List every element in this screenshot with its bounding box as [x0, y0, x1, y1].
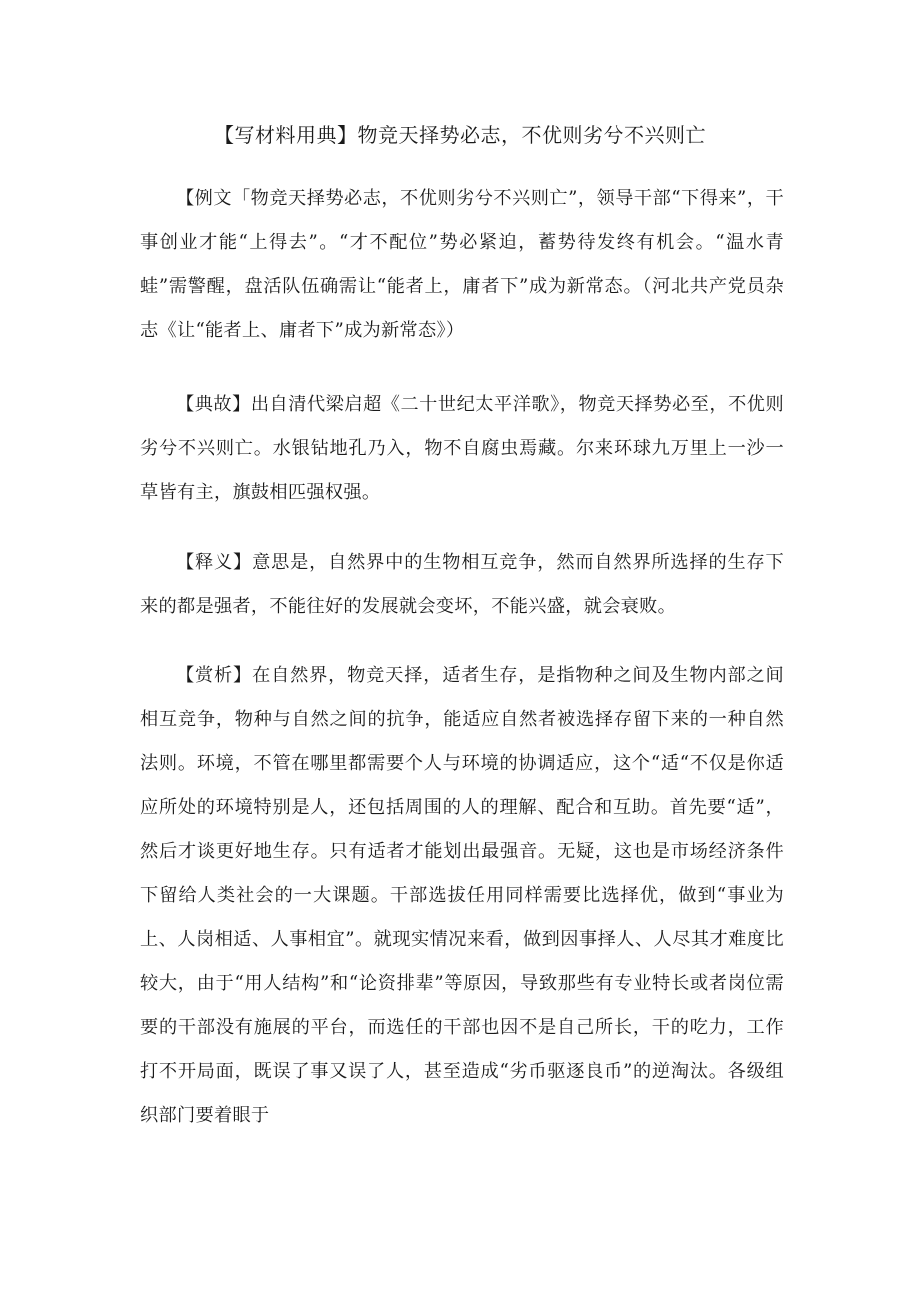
appreciation-paragraph: 【赏析】在自然界，物竞天择，适者生存，是指物种之间及生物内部之间相互竞争，物种与自然之间的抗争，能适应自然者被选择存留下来的一种自然法则。环境，不管在哪里都需要个人与环境的协调适应，这个“适“不仅是你适应所处的环境特别是人，还包括周围的人的理解、配合和互助。首先要“适”，然后才谈更好地生存。只有适者才能划出最强音。无疑，这也是市场经济条件下留给人类社会的一大课题。干部选拔任用同样需要比选择优，做到“事业为上、人岗相适、人事相宜”。就现实情况来看，做到因事择人、人尽其才难度比较大，由于“用人结构”和“论资排辈”等原因，导致那些有专业特长或者岗位需要的干部没有施展的平台，而选任的干部也因不是自己所长，干的吃力，工作打不开局面，既误了事又误了人，甚至造成“劣币驱逐良币”的逆淘汰。各级组织部门要着眼于: [140, 665, 784, 1126]
meaning-paragraph: 【释义】意思是，自然界中的生物相互竞争，然而自然界所选择的生存下来的都是强者，不能往好的发展就会变坏，不能兴盛，就会衰败。: [140, 552, 784, 617]
example-paragraph: 【例文「物竞天择势必志，不优则劣兮不兴则亡”，领导干部“下得来”，干事创业才能“上得去”。“才不配位”势必紧迫，蓄势待发终有机会。“温水青蛙”需警醒，盘活队伍确需让“能者上，庸者下”成为新常态。（河北共产党员杂志《让“能者上、庸者下”成为新常态》）: [140, 188, 784, 341]
allusion-paragraph: 【典故】出自清代梁启超《二十世纪太平洋歌》，物竞天择势必至，不优则劣兮不兴则亡。水银钻地孔乃入，物不自腐虫焉藏。尔来环球九万里上一沙一草皆有主，旗鼓相匹强权强。: [140, 394, 784, 503]
document-title: 【写材料用典】物竞天择势必志，不优则劣兮不兴则亡: [214, 123, 706, 147]
